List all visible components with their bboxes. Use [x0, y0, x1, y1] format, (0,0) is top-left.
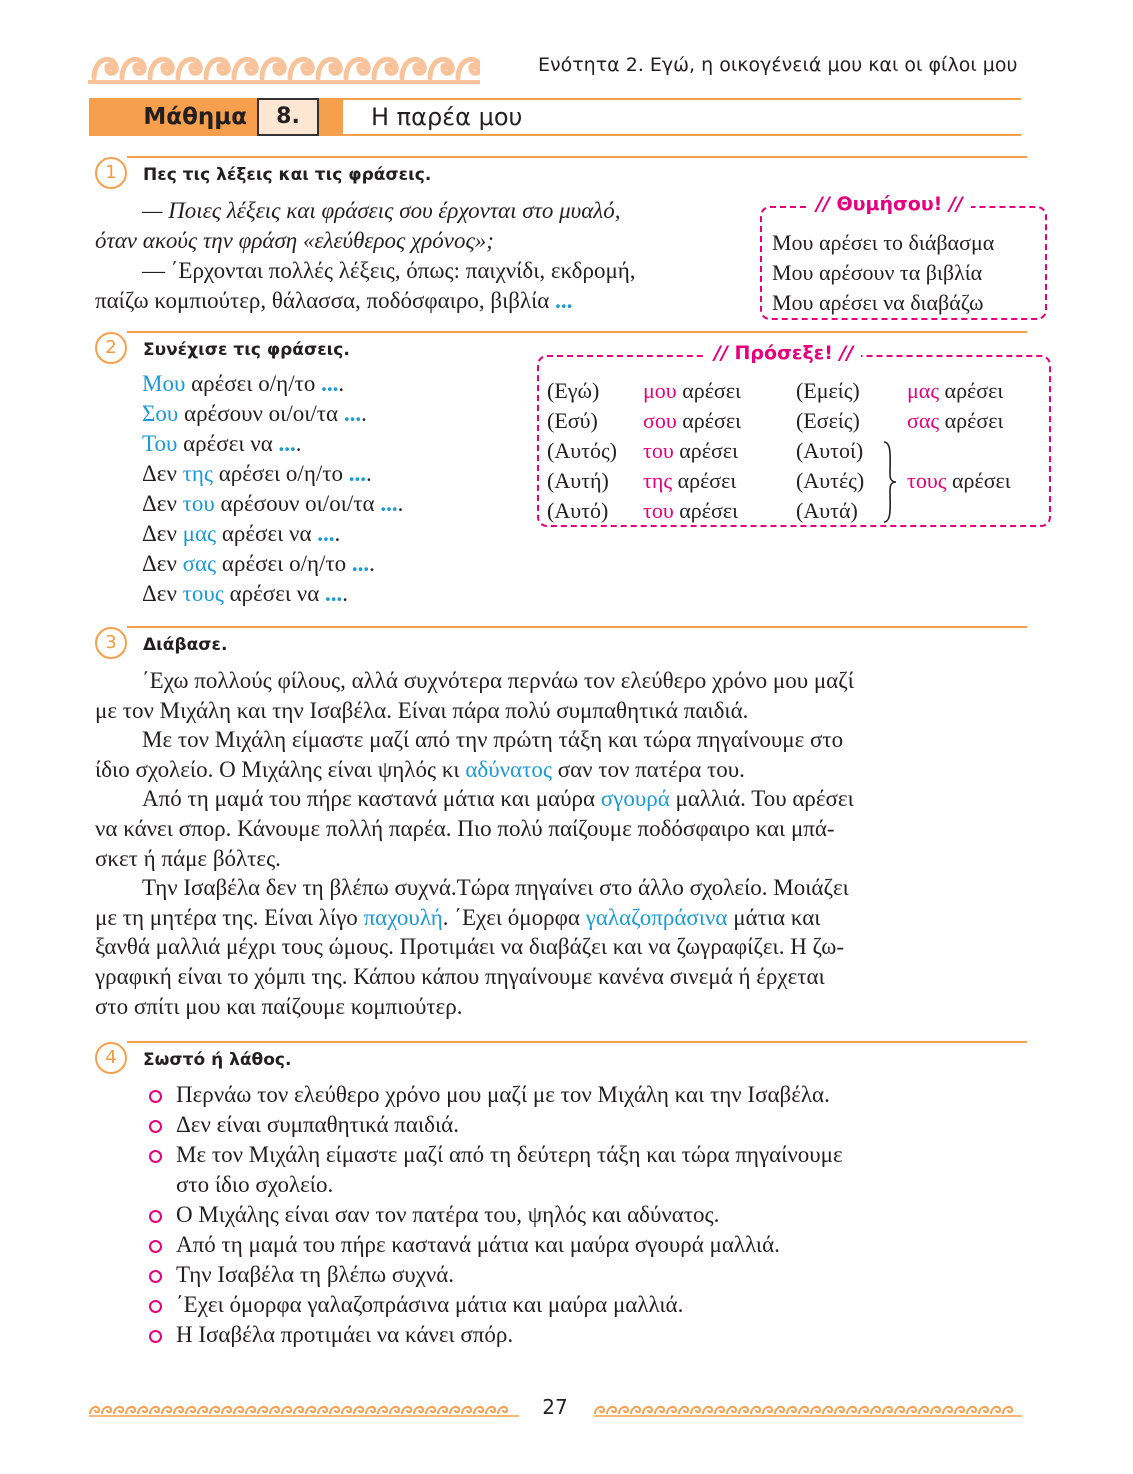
exercise-line: Δεν μας αρέσει να .... [142, 521, 341, 546]
highlight-word: αδύνατος [465, 756, 552, 782]
question-line: όταν ακούς την φράση «ελεύθερος χρόνος»; [95, 228, 494, 253]
section-divider [127, 156, 1027, 158]
clitic-phrase: σου αρέσει [643, 408, 742, 433]
unit-title: Ενότητα 2. Εγώ, η οικογένειά μου και οι φίλοι μου [538, 54, 1018, 76]
pronoun: (Αυτά) [796, 498, 858, 523]
reading-line: Από τη μαμά του πήρε καστανά μάτια και μαύρα σγουρά μαλλιά. Του αρέσει [142, 786, 854, 812]
clitic-phrase: σας αρέσει [907, 408, 1004, 433]
question-line: — Ποιες λέξεις και φράσεις σου έρχονται στο μυαλό, [142, 198, 621, 223]
page-number: 27 [542, 1395, 568, 1419]
statement-item: στο ίδιο σχολείο. [176, 1172, 334, 1197]
exercise-line: Δεν του αρέσουν οι/οι/τα .... [142, 491, 404, 516]
remember-line: Μου αρέσει να διαβάζω [772, 290, 984, 315]
pronoun: (Αυτοί) [796, 438, 864, 463]
lesson-label: Μάθημα [89, 100, 257, 134]
reading-line: σκετ ή πάμε βόλτες. [95, 845, 281, 871]
pronoun: (Αυτή) [547, 468, 609, 493]
pronoun: (Εσείς) [796, 408, 860, 433]
highlight-word: σγουρά [600, 786, 670, 812]
reading-line: Με τον Μιχάλη είμαστε μαζί από την πρώτη τάξη και τώρα πηγαίνουμε στο [142, 727, 844, 753]
exercise-line: Δεν της αρέσει ο/η/το .... [142, 461, 372, 486]
exercise-line: Μου αρέσει ο/η/το .... [142, 371, 345, 396]
bullet-circle-icon [149, 1300, 162, 1313]
bullet-circle-icon [149, 1240, 162, 1253]
reading-line: ξανθά μαλλιά μέχρι τους ώμους. Προτιμάει να διαβάζει και να ζωγραφίζει. Η ζω- [95, 934, 845, 960]
blank-dots: ... [317, 521, 335, 546]
section-title-1: Πες τις λέξεις και τις φράσεις. [143, 165, 432, 185]
bullet-circle-icon [149, 1330, 162, 1343]
highlight-pronoun: Σου [142, 401, 179, 426]
pronoun: (Αυτός) [547, 438, 617, 463]
reading-line: με τη μητέρα της. Είναι λίγο παχουλή. ΄Εχει όμορφα γαλαζοπράσινα μάτια και [95, 904, 821, 930]
remember-box-title: // Θυμήσου! // [808, 193, 971, 215]
brace-icon [882, 440, 898, 524]
lesson-title: Η παρέα μου [371, 103, 523, 131]
attention-box-title: // Πρόσεξε! // [706, 342, 861, 364]
clitic-phrase: τους αρέσει [907, 468, 1011, 493]
greek-wave-ornament [594, 1403, 1022, 1417]
bullet-circle-icon [149, 1120, 162, 1133]
clitic-phrase: του αρέσει [643, 438, 738, 463]
section-divider [127, 1041, 1027, 1043]
pronoun: (Εμείς) [796, 378, 860, 403]
reading-line: να κάνει σπορ. Κάνουμε πολλή παρέα. Πιο πολύ παίζουμε ποδόσφαιρο και μπά- [95, 816, 835, 841]
reading-line: ίδιο σχολείο. Ο Μιχάλης είναι ψηλός κι αδύνατος σαν τον πατέρα του. [95, 756, 745, 782]
greek-wave-ornament [89, 1403, 519, 1417]
pronoun: (Εγώ) [547, 378, 600, 403]
statement-item: Από τη μαμά του πήρε καστανά μάτια και μαύρα σγουρά μαλλιά. [176, 1232, 780, 1257]
answer-line: παίζω κομπιούτερ, θάλασσα, ποδόσφαιρο, βιβλία ... [95, 288, 573, 313]
exercise-line: Σου αρέσουν οι/οι/τα .... [142, 401, 367, 426]
section-number-2: 2 [95, 332, 127, 364]
highlight-pronoun: τους [182, 581, 224, 606]
remember-line: Μου αρέσουν τα βιβλία [772, 260, 983, 285]
exercise-line: Δεν σας αρέσει ο/η/το .... [142, 551, 375, 576]
exercise-line: Του αρέσει να .... [142, 431, 302, 456]
reading-line: Την Ισαβέλα δεν τη βλέπω συχνά.Τώρα πηγαίνει στο άλλο σχολείο. Μοιάζει [142, 875, 849, 901]
bullet-circle-icon [149, 1270, 162, 1283]
section-divider [127, 331, 1027, 333]
pronoun: (Αυτό) [547, 498, 609, 523]
statement-item: Η Ισαβέλα προτιμάει να κάνει σπόρ. [176, 1322, 514, 1347]
statement-item: Δεν είναι συμπαθητικά παιδιά. [176, 1112, 459, 1137]
statement-item: ΄Εχει όμορφα γαλαζοπράσινα μάτια και μαύρα μαλλιά. [176, 1292, 684, 1317]
clitic-phrase: μας αρέσει [907, 378, 1004, 403]
blank-dots: ... [278, 431, 296, 456]
reading-line: με τον Μιχάλη και την Ισαβέλα. Είναι πάρα πολύ συμπαθητικά παιδιά. [95, 697, 749, 723]
section-number-4: 4 [95, 1042, 127, 1074]
highlight-pronoun: Μου [142, 371, 186, 396]
highlight-word: παχουλή [363, 904, 443, 930]
blank-dots: ... [321, 371, 339, 396]
lesson-number: 8. [257, 98, 319, 136]
section-number-3: 3 [95, 627, 127, 659]
exercise-line: Δεν τους αρέσει να .... [142, 581, 348, 606]
bullet-circle-icon [149, 1090, 162, 1103]
highlight-pronoun: μας [182, 521, 217, 546]
remember-line: Μου αρέσει το διάβασμα [772, 230, 995, 255]
blank-dots: ... [343, 401, 362, 426]
statement-item: Με τον Μιχάλη είμαστε μαζί από τη δεύτερη τάξη και τώρα πηγαίνουμε [176, 1142, 843, 1167]
bullet-circle-icon [149, 1150, 162, 1163]
reading-line: στο σπίτι μου και παίζουμε κομπιούτερ. [95, 993, 463, 1019]
statement-item: Την Ισαβέλα τη βλέπω συχνά. [176, 1262, 455, 1287]
blank-dots: ... [351, 551, 370, 576]
pronoun: (Εσύ) [547, 408, 598, 433]
highlight-pronoun: Του [142, 431, 178, 456]
greek-wave-ornament [88, 48, 480, 86]
reading-line: ΄Εχω πολλούς φίλους, αλλά συχνότερα περνάω τον ελεύθερο χρόνο μου μαζί [142, 668, 854, 693]
section-title-3: Διάβασε. [143, 635, 228, 655]
lesson-bar [89, 98, 1021, 136]
blank-dots: ... [380, 491, 398, 516]
blank-dots: ... [325, 581, 343, 606]
section-title-2: Συνέχισε τις φράσεις. [143, 340, 350, 360]
section-title-4: Σωστό ή λάθος. [143, 1050, 292, 1070]
pronoun: (Αυτές) [796, 468, 865, 493]
bullet-circle-icon [149, 1210, 162, 1223]
clitic-phrase: του αρέσει [643, 498, 738, 523]
highlight-pronoun: του [182, 491, 215, 516]
statement-item: Ο Μιχάλης είναι σαν τον πατέρα του, ψηλός και αδύνατος. [176, 1202, 720, 1227]
section-divider [127, 626, 1027, 628]
highlight-word: γαλαζοπράσινα [585, 904, 728, 930]
reading-line: γραφική είναι το χόμπι της. Κάπου κάπου πηγαίνουμε κανένα σινεμά ή έρχεται [95, 964, 825, 989]
section-number-1: 1 [95, 157, 127, 189]
highlight-pronoun: της [182, 461, 213, 486]
statement-item: Περνάω τον ελεύθερο χρόνο μου μαζί με τον Μιχάλη και την Ισαβέλα. [176, 1082, 830, 1107]
clitic-phrase: μου αρέσει [643, 378, 741, 403]
clitic-phrase: της αρέσει [643, 468, 737, 493]
blank-dots: ... [348, 461, 366, 486]
highlight-pronoun: σας [182, 551, 217, 576]
answer-line: — ΄Ερχονται πολλές λέξεις, όπως: παιχνίδι, εκδρομή, [142, 258, 636, 283]
